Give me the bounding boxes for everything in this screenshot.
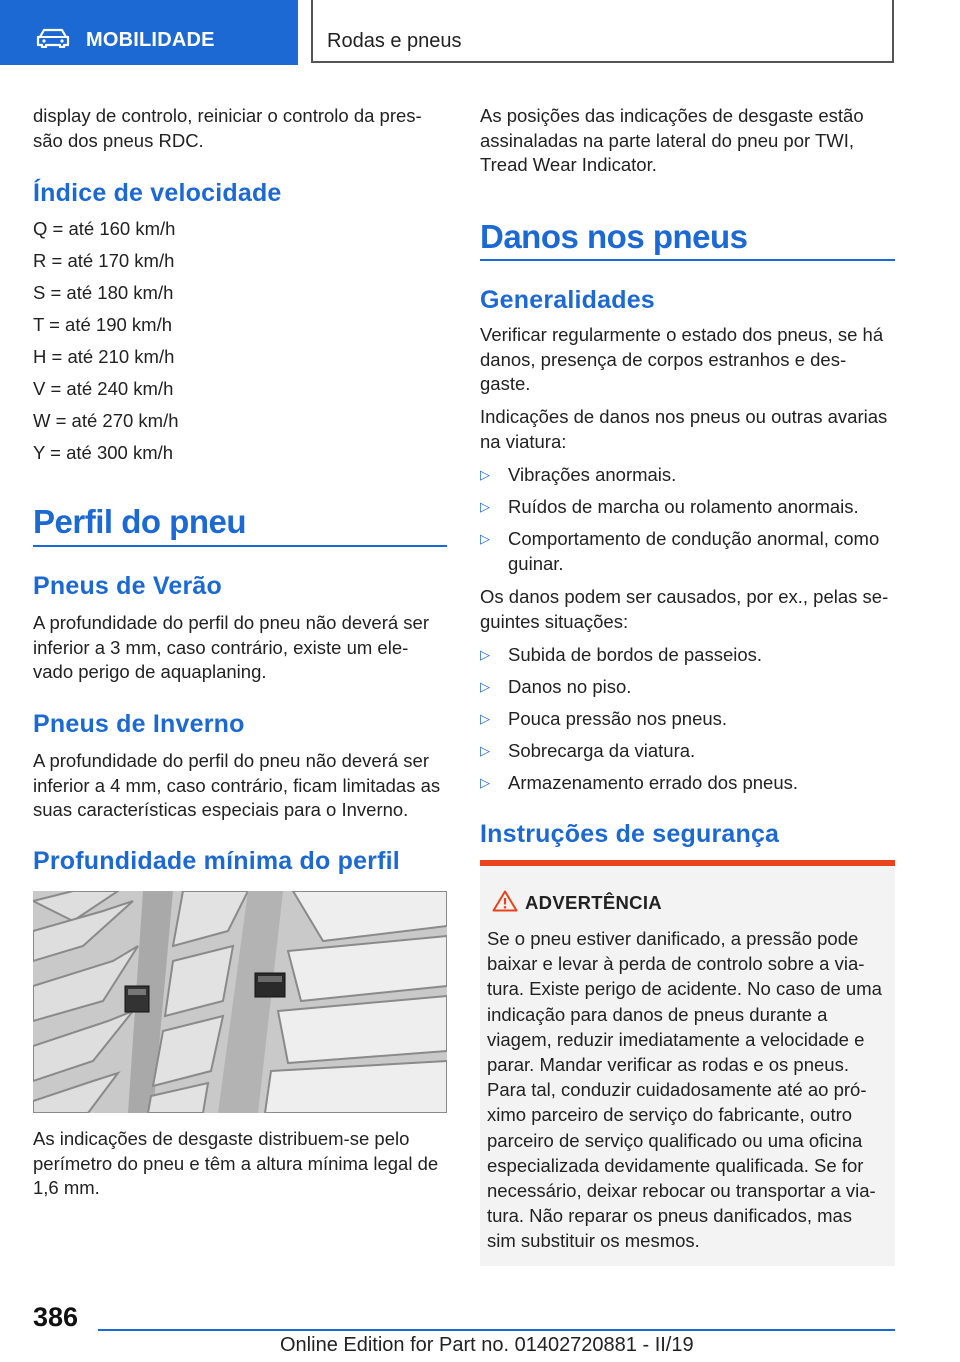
list-item: ▷ Vibrações anormais. [480, 463, 895, 488]
footer-rule [98, 1329, 895, 1331]
minimum-depth-heading: Profundidade mínima do perfil [33, 847, 400, 875]
warning-title: ADVERTÊNCIA [525, 892, 662, 913]
safety-heading: Instruções de segurança [480, 820, 780, 848]
list-item: ▷ Danos no piso. [480, 675, 895, 700]
intro-paragraph: display de controlo, reiniciar o controlo da pres-são dos pneus RDC. [33, 105, 422, 151]
car-icon [36, 28, 70, 48]
general-heading: Generalidades [480, 286, 655, 314]
summer-tyres-paragraph: A profundidade do perfil do pneu não deverá ser inferior a 3 mm, caso contrário, existe um ele-vado perigo de aquaplaning. [33, 612, 429, 683]
speed-item: H = até 210 km/h [33, 346, 175, 367]
summer-tyres-heading: Pneus de Verão [33, 572, 222, 600]
list-item: ▷ Sobrecarga da viatura. [480, 739, 895, 764]
tyre-damage-heading: Danos nos pneus [480, 218, 748, 255]
causes-paragraph: Os danos podem ser causados, por ex., pelas se-guintes situações: [480, 586, 889, 632]
section-tab[interactable] [0, 0, 298, 65]
bullet-triangle-icon: ▷ [480, 647, 490, 662]
bullet-triangle-icon: ▷ [480, 467, 490, 482]
bullet-triangle-icon: ▷ [480, 775, 490, 790]
warning-box [480, 860, 895, 1266]
list-item: ▷ Pouca pressão nos pneus. [480, 707, 895, 732]
general-paragraph: Verificar regularmente o estado dos pneus, se há danos, presença de corpos estranhos e des-gaste. [480, 324, 884, 395]
list-item: ▷ Armazenamento errado dos pneus. [480, 771, 895, 796]
edition-note: Online Edition for Part no. 01402720881 - II/19 [280, 1334, 694, 1356]
bullet-triangle-icon: ▷ [480, 679, 490, 694]
warning-triangle-icon [492, 890, 518, 912]
tyre-profile-heading: Perfil do pneu [33, 503, 247, 540]
speed-item: T = até 190 km/h [33, 314, 173, 335]
winter-tyres-paragraph: A profundidade do perfil do pneu não deverá ser inferior a 4 mm, caso contrário, ficam limitadas as suas características especiais para o Inverno. [33, 750, 441, 821]
bullet-triangle-icon: ▷ [480, 743, 490, 758]
bullet-triangle-icon: ▷ [480, 711, 490, 726]
indications-paragraph: Indicações de danos nos pneus ou outras avarias na viatura: [480, 406, 888, 452]
speed-item: R = até 170 km/h [33, 250, 175, 271]
twi-paragraph: As posições das indicações de desgaste estão assinaladas na parte lateral do pneu por TWI, Tread Wear Indicator. [480, 105, 864, 176]
bullet-triangle-icon: ▷ [480, 531, 490, 546]
speed-item: W = até 270 km/h [33, 410, 179, 431]
heading-rule [480, 259, 895, 261]
page-number: 386 [33, 1302, 79, 1332]
heading-rule [33, 545, 447, 547]
list-item: ▷ Comportamento de condução anormal, como guinar. [480, 527, 895, 576]
chapter-box [311, 0, 894, 63]
image-caption: As indicações de desgaste distribuem-se pelo perímetro do pneu e têm a altura mínima legal de 1,6 mm. [33, 1128, 439, 1199]
tyre-tread-image [33, 891, 447, 1113]
speed-index-heading: Índice de velocidade [33, 179, 282, 207]
speed-item: Y = até 300 km/h [33, 442, 174, 463]
winter-tyres-heading: Pneus de Inverno [33, 710, 245, 738]
warning-text: Se o pneu estiver danificado, a pressão pode baixar e levar à perda de controlo sobre a via-tura. Existe perigo de acidente. No caso de uma indicação para danos de pneus durante a viagem, reduzir imediatamente a velocidade e parar. Mandar verificar as rodas e os pneus. Para tal, conduzir cuidadosamente até ao pró-ximo parceiro de serviço do fabricante, outro parceiro de serviço qualificado ou uma oficina especializada devidamente qualificada. Se for necessário, deixar rebocar ou transportar a via-tura. Não reparar os pneus danificados, mas sim substituir os mesmos. [487, 928, 882, 1252]
speed-item: Q = até 160 km/h [33, 218, 176, 239]
speed-item: V = até 240 km/h [33, 378, 174, 399]
bullet-triangle-icon: ▷ [480, 499, 490, 514]
list-item: ▷ Subida de bordos de passeios. [480, 643, 895, 668]
list-item: ▷ Ruídos de marcha ou rolamento anormais. [480, 495, 895, 520]
speed-item: S = até 180 km/h [33, 282, 174, 303]
section-title: MOBILIDADE [86, 29, 215, 51]
chapter-title: Rodas e pneus [327, 30, 462, 52]
